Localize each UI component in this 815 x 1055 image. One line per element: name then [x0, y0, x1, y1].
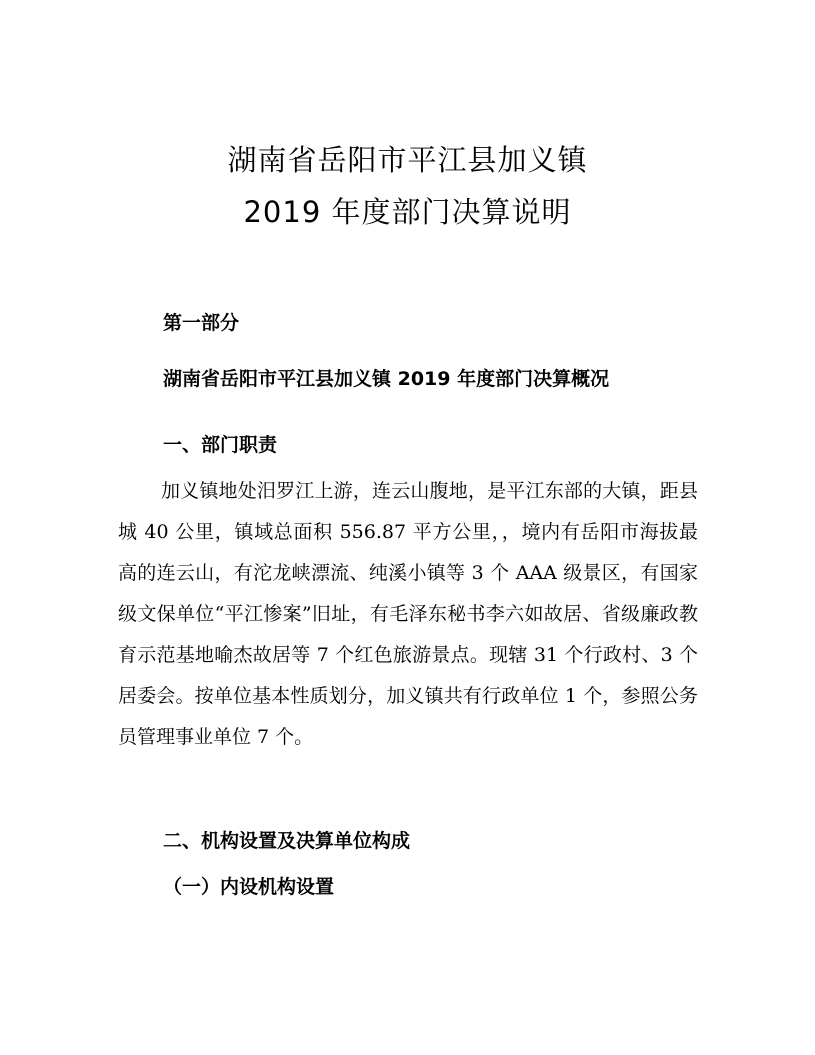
part-title: 湖南省岳阳市平江县加义镇 2019 年度部门决算概况	[163, 368, 610, 390]
subsection-heading-internal-institutions: （一）内设机构设置	[163, 876, 335, 898]
document-title-line-2: 2019 年度部门决算说明	[243, 195, 572, 229]
document-title-line-1: 湖南省岳阳市平江县加义镇	[227, 143, 588, 177]
section-heading-department-duties: 一、部门职责	[163, 434, 278, 456]
section-heading-organization-structure: 二、机构设置及决算单位构成	[163, 830, 411, 852]
part-label: 第一部分	[163, 312, 240, 334]
section-body-department-duties: 加义镇地处汨罗江上游，连云山腹地，是平江东部的大镇，距县城 40 公里，镇域总面积 556.87 平方公里，，境内有岳阳市海拔最高的连云山，有沱龙峡漂流、纯溪小镇等 3 个 AAA 级景区，有国家级文保单位“平江惨案”旧址，有毛泽东秘书李六如故居、省级廉政教育示范基地喻杰故居等 7 个红色旅游景点。现辖 31 个行政村、3 个居委会。按单位基本性质划分，加义镇共有行政单位 1 个，参照公务员管理事业单位 7 个。	[118, 480, 698, 748]
